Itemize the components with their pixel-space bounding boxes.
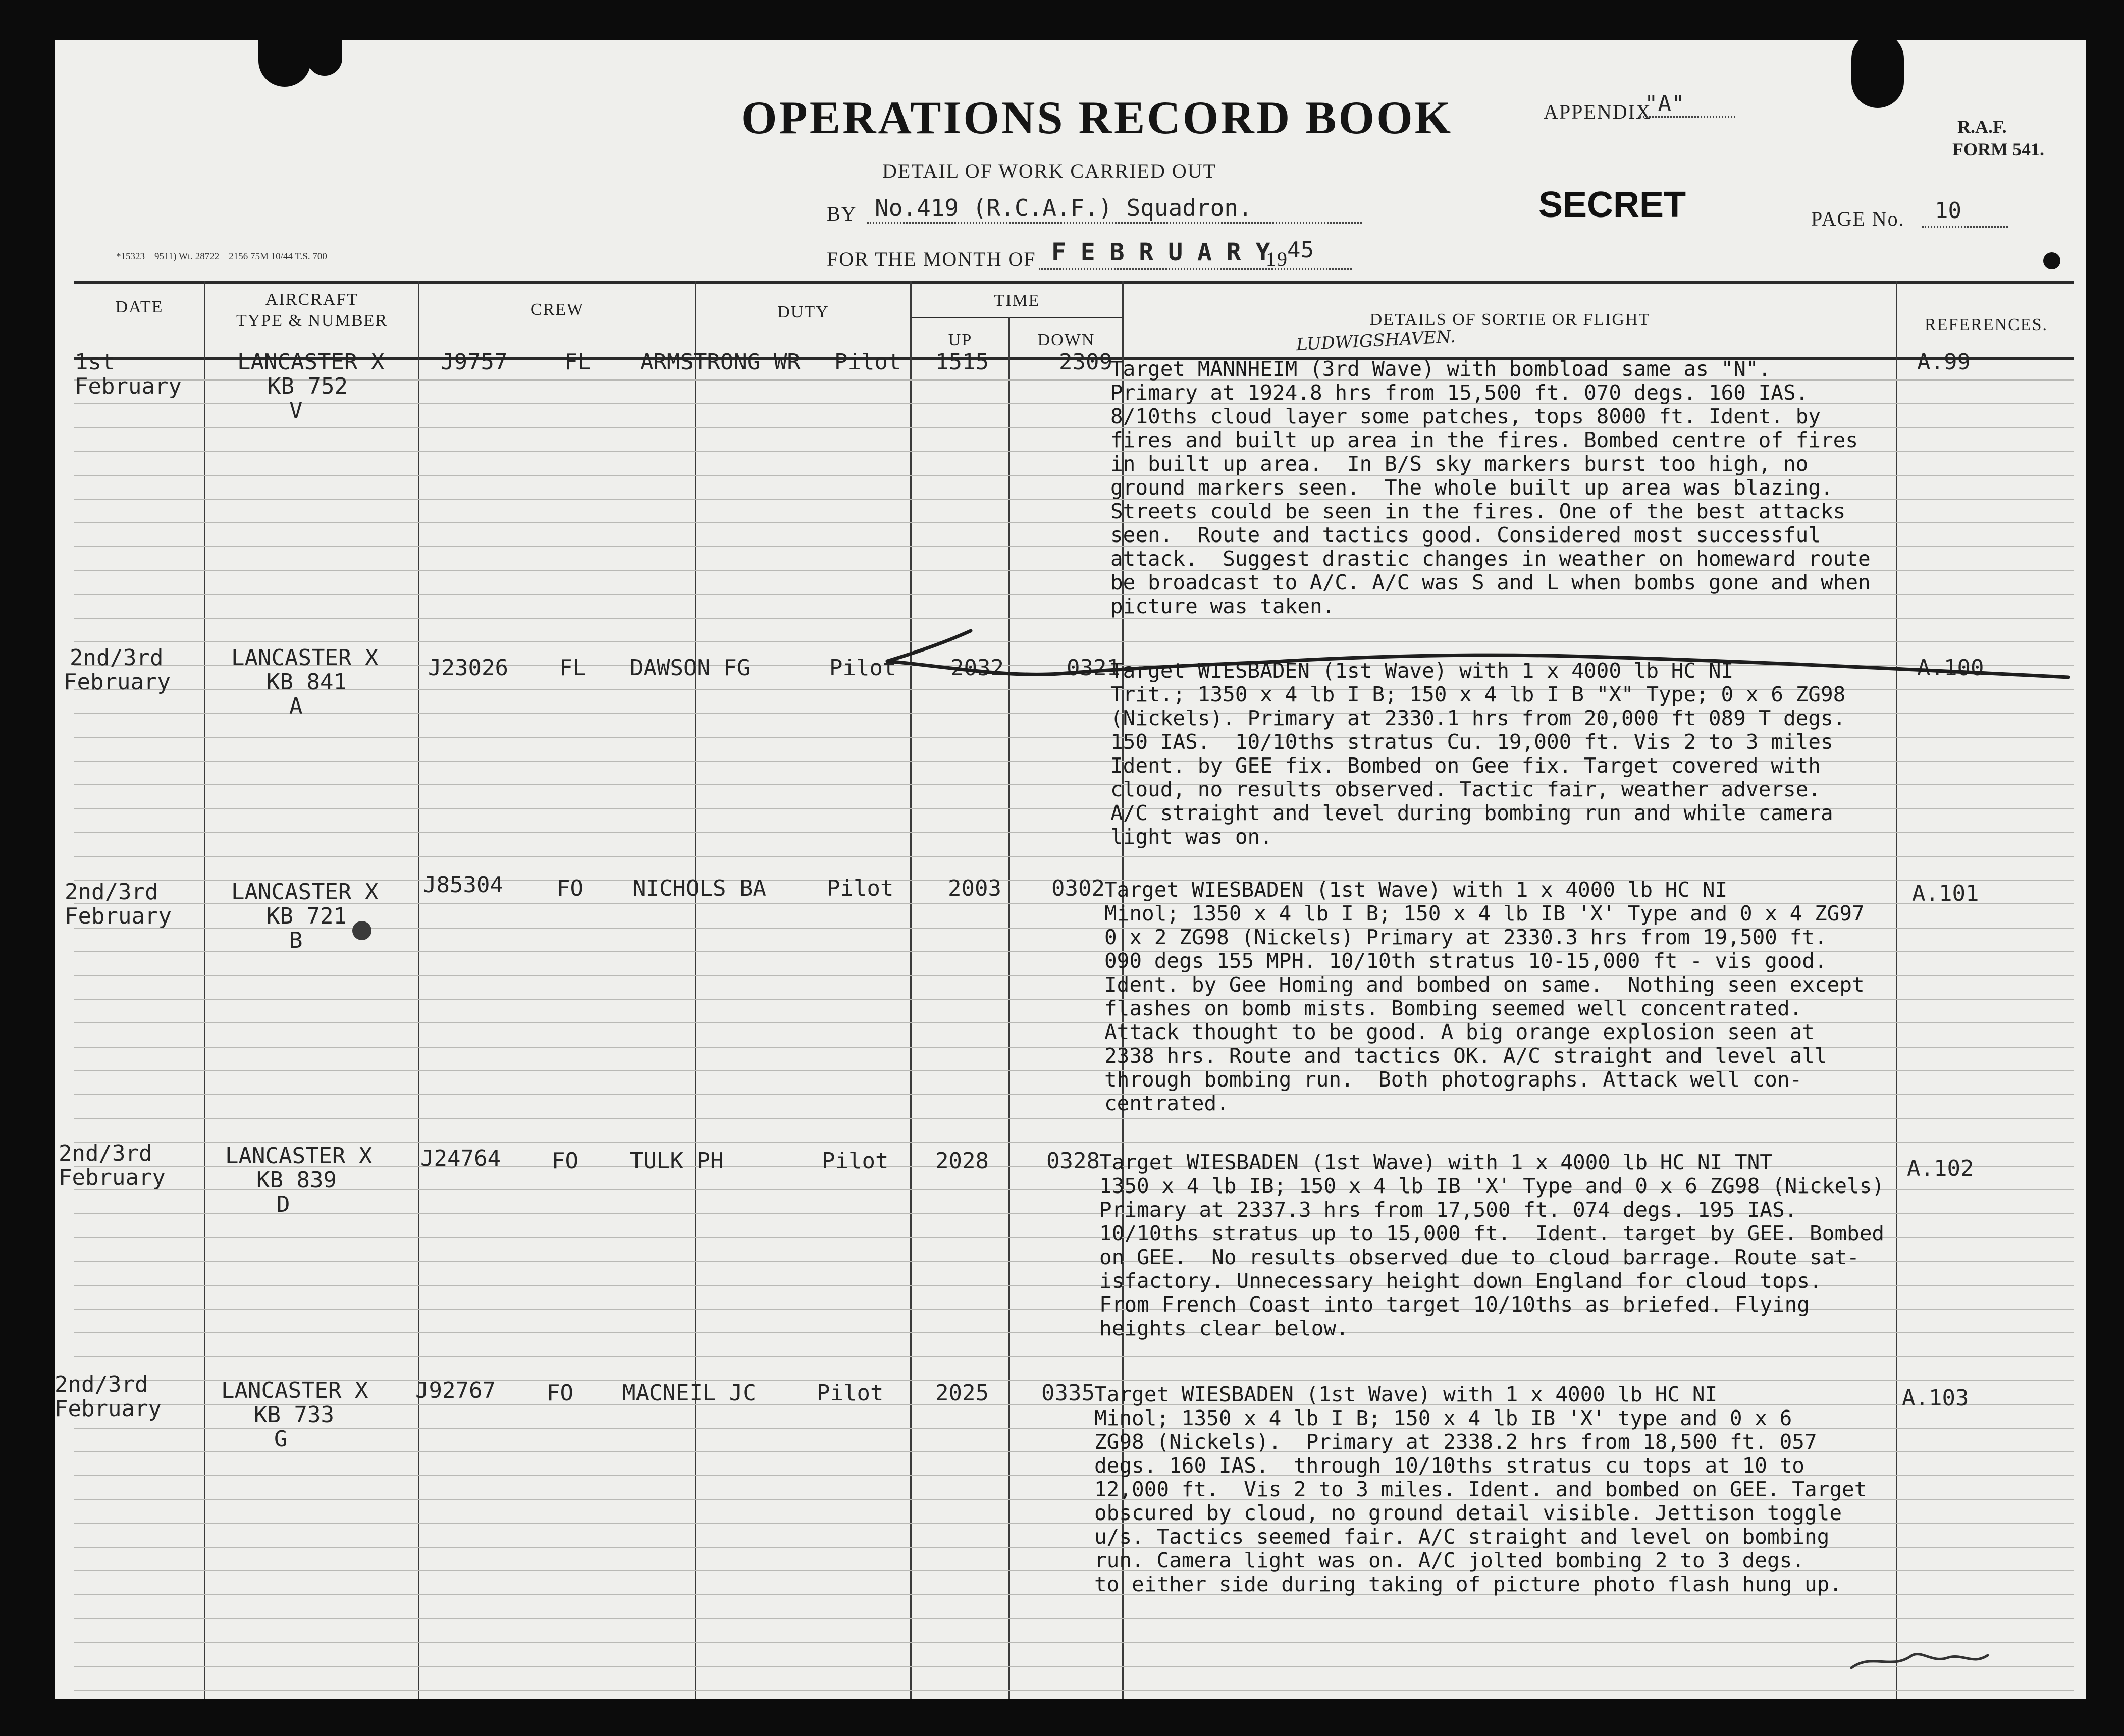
crew-number: J92767 bbox=[415, 1378, 496, 1403]
aircraft-number: KB 733 bbox=[254, 1402, 334, 1428]
detail-line: 2338 hrs. Route and tactics OK. A/C straight and level all bbox=[1104, 1044, 1827, 1068]
by-label: BY bbox=[827, 202, 857, 225]
aircraft-letter: A bbox=[289, 693, 303, 719]
reference: A.99 bbox=[1917, 349, 1971, 375]
crew-rank: FL bbox=[559, 655, 586, 681]
detail-line: ground markers seen. The whole built up area was blazing. bbox=[1110, 475, 1833, 500]
entry-date-month: February bbox=[59, 1165, 166, 1190]
detail-line: u/s. Tactics seemed fair. A/C straight and level on bombing bbox=[1094, 1525, 1830, 1549]
aircraft-type: LANCASTER X bbox=[231, 879, 379, 905]
crew-rank: FO bbox=[557, 876, 583, 901]
time-up: 2028 bbox=[935, 1148, 989, 1174]
hand-drawn-divider bbox=[55, 40, 2086, 1699]
detail-line: Target WIESBADEN (1st Wave) with 1 x 4000 lb HC NI bbox=[1094, 1382, 1718, 1406]
detail-line: be broadcast to A/C. A/C was S and L when bombs gone and when bbox=[1110, 570, 1871, 594]
form-number-line1: R.A.F. bbox=[1957, 117, 2007, 137]
detail-line: picture was taken. bbox=[1110, 594, 1335, 618]
detail-line: through bombing run. Both photographs. Attack well con- bbox=[1104, 1067, 1802, 1092]
entry-date: 2nd/3rd bbox=[70, 645, 164, 671]
crew-rank: FO bbox=[547, 1380, 573, 1406]
signature-scribble bbox=[1851, 1654, 1988, 1668]
time-down: 0335 bbox=[1041, 1380, 1095, 1406]
reference: A.101 bbox=[1912, 881, 1979, 906]
aircraft-type: LANCASTER X bbox=[231, 645, 379, 671]
reference: A.102 bbox=[1907, 1156, 1974, 1181]
classification-stamp: SECRET bbox=[1538, 185, 1686, 225]
col-header-duty: DUTY bbox=[777, 303, 829, 321]
aircraft-letter: D bbox=[277, 1191, 290, 1217]
detail-line: From French Coast into target 10/10ths as briefed. Flying bbox=[1099, 1292, 1810, 1317]
aircraft-type: LANCASTER X bbox=[225, 1143, 373, 1169]
detail-line: 12,000 ft. Vis 2 to 3 miles. Ident. and bombed on GEE. Target bbox=[1094, 1477, 1867, 1501]
col-header-details: DETAILS OF SORTIE OR FLIGHT bbox=[1369, 310, 1651, 329]
detail-line: in built up area. In B/S sky markers burst too high, no bbox=[1110, 452, 1809, 476]
crew-number: J24764 bbox=[420, 1146, 501, 1171]
year-suffix: 45 bbox=[1287, 237, 1314, 263]
appendix-label: APPENDIX bbox=[1544, 100, 1652, 123]
aircraft-number: KB 721 bbox=[267, 903, 347, 929]
aircraft-type: LANCASTER X bbox=[221, 1378, 368, 1403]
form-number-line2: FORM 541. bbox=[1952, 139, 2044, 159]
detail-line: 090 degs 155 MPH. 10/10th stratus 10-15,000 ft - vis good. bbox=[1104, 949, 1827, 973]
aircraft-number: KB 841 bbox=[267, 669, 347, 695]
detail-line: ZG98 (Nickels). Primary at 2338.2 hrs from 18,500 ft. 057 bbox=[1094, 1430, 1817, 1454]
col-header-up: UP bbox=[948, 331, 973, 349]
detail-line: A/C straight and level during bombing run and while camera bbox=[1110, 801, 1833, 825]
reference: A.103 bbox=[1902, 1385, 1969, 1411]
aircraft-letter: V bbox=[289, 398, 303, 423]
page-subtitle: DETAIL OF WORK CARRIED OUT bbox=[882, 159, 1217, 182]
detail-line: seen. Route and tactics good. Considered most successful bbox=[1110, 523, 1821, 547]
time-down: 0328 bbox=[1046, 1148, 1100, 1174]
page-title: OPERATIONS RECORD BOOK bbox=[741, 92, 1453, 143]
crew-name: MACNEIL JC bbox=[622, 1380, 756, 1406]
detail-line: Minol; 1350 x 4 lb I B; 150 x 4 lb IB 'X' type and 0 x 6 bbox=[1094, 1406, 1792, 1430]
detail-line: to either side during taking of picture photo flash hung up. bbox=[1094, 1572, 1842, 1596]
detail-line: Minol; 1350 x 4 lb I B; 150 x 4 lb IB 'X' Type and 0 x 4 ZG97 bbox=[1104, 901, 1865, 926]
entry-date: 2nd/3rd bbox=[65, 879, 158, 905]
detail-line: degs. 160 IAS. through 10/10ths stratus cu tops at 10 to bbox=[1094, 1453, 1804, 1478]
aircraft-letter: G bbox=[274, 1426, 288, 1452]
crew-name: TULK PH bbox=[630, 1148, 724, 1174]
time-down: 2309 bbox=[1059, 349, 1112, 375]
detail-line: Primary at 1924.8 hrs from 15,500 ft. 070 degs. 160 IAS. bbox=[1110, 381, 1809, 405]
col-header-aircraft: AIRCRAFT bbox=[265, 290, 359, 309]
col-header-down: DOWN bbox=[1037, 331, 1095, 349]
detail-line: cloud, no results observed. Tactic fair, weather adverse. bbox=[1110, 777, 1821, 801]
detail-line: Attack thought to be good. A big orange explosion seen at bbox=[1104, 1020, 1815, 1044]
crew-number: J85304 bbox=[423, 872, 503, 898]
detail-line: on GEE. No results observed due to cloud barrage. Route sat- bbox=[1099, 1245, 1860, 1269]
entry-date: 1st bbox=[75, 349, 115, 375]
col-header-crew: CREW bbox=[530, 300, 585, 319]
year-prefix: 19 bbox=[1266, 248, 1288, 270]
squadron-name: No.419 (R.C.A.F.) Squadron. bbox=[875, 194, 1252, 222]
detail-line: (Nickels). Primary at 2330.1 hrs from 20,000 ft 089 T degs. bbox=[1110, 706, 1846, 730]
detail-line: Target MANNHEIM (3rd Wave) with bombload same as "N". bbox=[1110, 357, 1771, 381]
detail-line: 0 x 2 ZG98 (Nickels) Primary at 2330.3 hrs from 19,500 ft. bbox=[1104, 925, 1827, 949]
detail-line: Trit.; 1350 x 4 lb I B; 150 x 4 lb I B "X" Type; 0 x 6 ZG98 bbox=[1110, 682, 1846, 707]
detail-line: centrated. bbox=[1104, 1091, 1229, 1115]
detail-line: Target WIESBADEN (1st Wave) with 1 x 4000 lb HC NI bbox=[1104, 878, 1728, 902]
detail-line: 1350 x 4 lb IB; 150 x 4 lb IB 'X' Type and 0 x 6 ZG98 (Nickels) bbox=[1099, 1174, 1885, 1198]
col-header-date: DATE bbox=[115, 298, 164, 316]
time-up: 2032 bbox=[950, 655, 1004, 681]
time-up: 2003 bbox=[948, 876, 1001, 901]
reference: A.100 bbox=[1917, 655, 1984, 681]
appendix-value: "A" bbox=[1644, 91, 1685, 117]
record-sheet bbox=[55, 40, 2086, 1699]
detail-line: Ident. by Gee Homing and bombed on same. Nothing seen except bbox=[1104, 972, 1865, 997]
detail-line: Target WIESBADEN (1st Wave) with 1 x 4000 lb HC NI bbox=[1110, 659, 1734, 683]
detail-line: Ident. by GEE fix. Bombed on Gee fix. Target covered with bbox=[1110, 753, 1821, 778]
entry-date-month: February bbox=[64, 669, 171, 695]
time-up: 2025 bbox=[935, 1380, 989, 1406]
detail-line: Primary at 2337.3 hrs from 17,500 ft. 074 degs. 195 IAS. bbox=[1099, 1198, 1797, 1222]
entry-date-month: February bbox=[75, 373, 182, 399]
detail-line: Target WIESBADEN (1st Wave) with 1 x 4000 lb HC NI TNT bbox=[1099, 1150, 1772, 1174]
detail-line: obscured by cloud, no ground detail visible. Jettison toggle bbox=[1094, 1501, 1842, 1525]
print-code: *15323—9511) Wt. 28722—2156 75M 10/44 T.S. 700 bbox=[116, 251, 327, 262]
crew-rank: FO bbox=[552, 1148, 578, 1174]
detail-line: 10/10ths stratus up to 15,000 ft. Ident. target by GEE. Bombed bbox=[1099, 1221, 1885, 1245]
aircraft-type: LANCASTER X bbox=[237, 349, 385, 375]
detail-line: run. Camera light was on. A/C jolted bombing 2 to 3 degs. bbox=[1094, 1548, 1804, 1572]
time-up: 1515 bbox=[935, 349, 989, 375]
duty: Pilot bbox=[829, 655, 896, 681]
entry-date-month: February bbox=[65, 903, 172, 929]
detail-line: light was on. bbox=[1110, 825, 1272, 849]
crew-name: DAWSON FG bbox=[630, 655, 751, 681]
time-down: 0321 bbox=[1067, 655, 1120, 681]
page-number-label: PAGE No. bbox=[1811, 207, 1905, 230]
crew-number: J9757 bbox=[441, 349, 508, 375]
page-number: 10 bbox=[1935, 198, 1961, 224]
handwritten-note: LUDWIGSHAVEN. bbox=[1296, 326, 1456, 355]
detail-line: isfactory. Unnecessary height down England for cloud tops. bbox=[1099, 1269, 1822, 1293]
entry-date-month: February bbox=[55, 1396, 162, 1422]
month-label: FOR THE MONTH OF bbox=[827, 248, 1036, 270]
detail-line: fires and built up area in the fires. Bombed centre of fires bbox=[1110, 428, 1858, 452]
duty: Pilot bbox=[817, 1380, 884, 1406]
crew-name: ARMSTRONG WR bbox=[640, 349, 801, 375]
crew-name: NICHOLS BA bbox=[632, 876, 766, 901]
detail-line: 8/10ths cloud layer some patches, tops 8000 ft. Ident. by bbox=[1110, 404, 1821, 428]
aircraft-number: KB 839 bbox=[256, 1167, 337, 1193]
ink-dot bbox=[2043, 252, 2060, 269]
detail-line: Streets could be seen in the fires. One of the best attacks bbox=[1110, 499, 1846, 523]
crew-rank: FL bbox=[564, 349, 591, 375]
entry-date: 2nd/3rd bbox=[59, 1141, 152, 1166]
month-value: F E B R U A R Y bbox=[1051, 238, 1270, 266]
detail-line: 150 IAS. 10/10ths stratus Cu. 19,000 ft. Vis 2 to 3 miles bbox=[1110, 730, 1833, 754]
aircraft-letter: B bbox=[289, 928, 303, 953]
time-down: 0302 bbox=[1051, 876, 1105, 901]
col-header-aircraft-sub: TYPE & NUMBER bbox=[236, 311, 388, 330]
crew-number: J23026 bbox=[428, 655, 508, 681]
col-header-references: REFERENCES. bbox=[1925, 315, 2048, 334]
duty: Pilot bbox=[822, 1148, 889, 1174]
duty: Pilot bbox=[834, 349, 901, 375]
duty: Pilot bbox=[827, 876, 894, 901]
aircraft-number: KB 752 bbox=[268, 373, 348, 399]
detail-line: heights clear below. bbox=[1099, 1316, 1349, 1340]
detail-line: attack. Suggest drastic changes in weather on homeward route bbox=[1110, 547, 1871, 571]
detail-line: flashes on bomb mists. Bombing seemed well concentrated. bbox=[1104, 996, 1802, 1020]
entry-date: 2nd/3rd bbox=[55, 1372, 148, 1397]
col-header-time: TIME bbox=[994, 291, 1040, 310]
